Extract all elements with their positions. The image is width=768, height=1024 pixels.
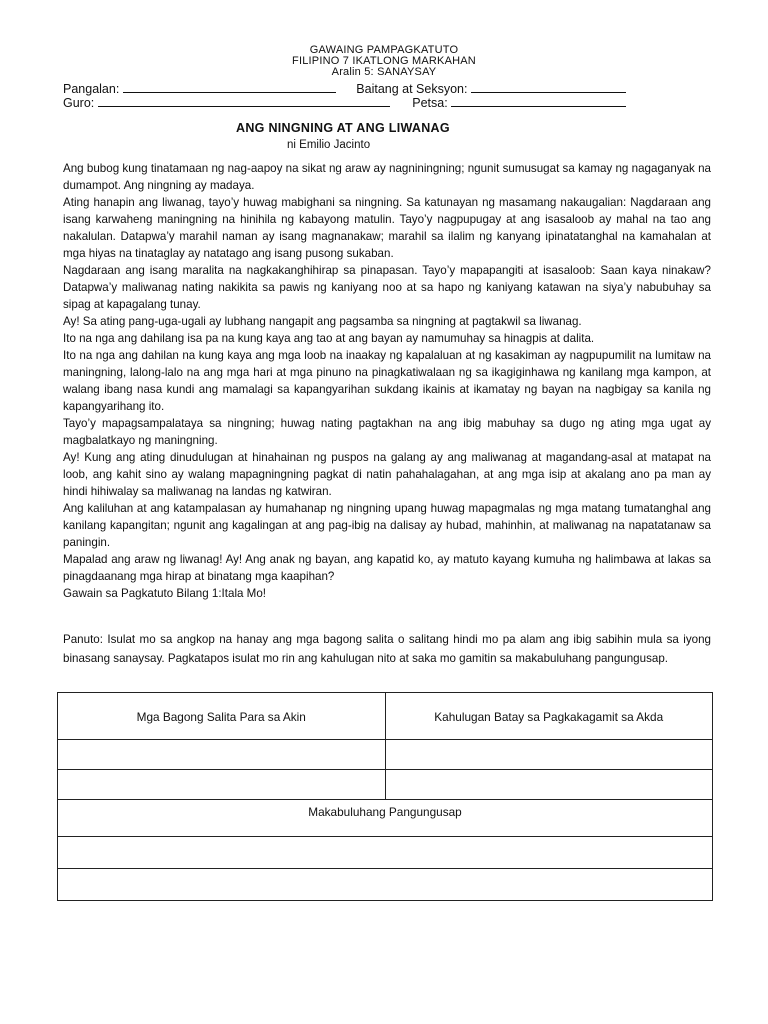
sentence-cell[interactable]	[58, 869, 713, 901]
essay-paragraph: Ito na nga ang dahilan na kung kaya ang mga loob na inaakay ng kapalaluan at ng kasakiman ay nagpupumilit na lumitaw na maningning, lalong-lalo na ang mga hari at mga pinuno na pinagkatiwalaan ng sa ikagiginhawa ng kanilang mga kampon, at walang ibang nasa kundi ang mamalagi sa kapangyarihan sukdang ikainis at ikamatay ng bayan na nagbigay sa kanila ng kapangyarihang ito.	[63, 349, 711, 413]
essay-paragraph: Ang bubog kung tinatamaan ng nag-aapoy na sikat ng araw ay nagniningning; ngunit sumusugat sa kamay ng nagaganyak na dumampot. Ang ningning ay madaya.	[63, 162, 711, 192]
header-lesson: Aralin 5: SANAYSAY	[331, 66, 437, 78]
name-grade-line	[63, 82, 626, 96]
new-word-cell[interactable]	[58, 740, 386, 770]
pangalan-label: Pangalan:	[63, 82, 120, 96]
essay-paragraph: Mapalad ang araw ng liwanag! Ay! Ang anak ng bayan, ang kapatid ko, ay matuto kayang kumuha ng halimbawa at lakas sa pinagdaanang mga hirap at binatang mga kaapihan?	[63, 553, 711, 583]
meaning-cell[interactable]	[385, 770, 713, 800]
meaning-cell[interactable]	[385, 740, 713, 770]
table-row	[58, 770, 713, 800]
essay-paragraph: Ay! Kung ang ating dinudulugan at hinahainan ng puspos na galang ay ang maliwanag at magandang-asal at matapat na loob, ang kahit sino ay walang mapagningning pagkat di natin pahahalagahan, at ang mga isip at akalang ano pa man ay hindi hihiwalay sa maliwanag na landas ng katwiran.	[63, 451, 711, 498]
new-words-column-header: Mga Bagong Salita Para sa Akin	[58, 693, 386, 740]
guro-field[interactable]	[98, 96, 390, 107]
essay-paragraph: Ating hanapin ang liwanag, tayo’y huwag mabighani sa ningning. Sa katunayan ng masamang nakaugalian: Nagdaraan ang isang karwaheng maningning na hinihila ng kabayong matulin. Tayo’y nagpupugay at ang isasaloob ay mahal na tao ang nakalulan. Datapwa’y marahil naman ay isang magnanakaw; marahil sa ilalim ng kanyang ipinatatanghal na kamahalan at mga hiyas na tinataglay ay natatago ang isang pusong sukaban.	[63, 196, 711, 260]
guro-label: Guro:	[63, 96, 95, 110]
sentence-cell[interactable]	[58, 837, 713, 869]
essay-paragraph: Ito na nga ang dahilang isa pa na kung kaya ang tao at ang bayan ay namumuhay sa hinagpis at dalita.	[63, 332, 595, 345]
sentence-header-row	[58, 800, 713, 837]
baitang-label: Baitang at Seksyon:	[356, 82, 468, 96]
header-subject-quarter: FILIPINO 7 IKATLONG MARKAHAN	[292, 55, 476, 67]
petsa-field[interactable]	[451, 96, 626, 107]
meaning-column-header: Kahulugan Batay sa Pagkakagamit sa Akda	[385, 693, 713, 740]
essay-body	[63, 160, 711, 602]
baitang-field[interactable]	[471, 82, 626, 93]
petsa-label: Petsa:	[412, 96, 448, 110]
teacher-date-line	[63, 96, 626, 110]
table-row	[58, 837, 713, 869]
header-activity-title: GAWAING PAMPAGKATUTO	[309, 44, 459, 56]
essay-paragraph: Ay! Sa ating pang-uga-ugali ay lubhang nangapit ang pagsamba sa ningning at pagtakwil sa liwanag.	[63, 315, 582, 328]
essay-title: ANG NINGNING AT ANG LIWANAG	[236, 121, 450, 135]
instructions-text: Panuto: Isulat mo sa angkop na hanay ang mga bagong salita o salitang hindi mo pa alam ang ibig sabihin mula sa iyong binasang sanaysay. Pagkatapos isulat mo rin ang kahulugan nito at saka mo gamitin sa makabuluhang pangungusap.	[63, 633, 711, 665]
essay-paragraph: Nagdaraan ang isang maralita na nagkakanghihirap sa pinapasan. Tayo’y mapapangiti at isasaloob: Saan kaya ninakaw? Datapwa’y maliwanag nating nakikita sa pawis ng kaniyang noo at sa hapo ng kaniyang katawan na siya’y nabubuhay sa sipag at kapagalang tunay.	[63, 264, 711, 311]
sentence-column-header: Makabuluhang Pangungusap	[58, 800, 713, 837]
essay-paragraph: Tayo’y mapagsampalataya sa ningning; huwag nating pagtakhan na ang ibig mabuhay sa dugo ng ating mga ugat ay magbalatkayo ng maningning.	[63, 417, 711, 447]
activity-heading: Gawain sa Pagkatuto Bilang 1:Itala Mo!	[63, 587, 267, 600]
new-word-cell[interactable]	[58, 770, 386, 800]
table-header-row	[58, 693, 713, 740]
essay-author: ni Emilio Jacinto	[287, 139, 371, 151]
table-row	[58, 869, 713, 901]
essay-paragraph: Ang kaliluhan at ang katampalasan ay humahanap ng ningning upang huwag mapagmalas ng mga matang tumatanghal ang kanilang kapangitan; ngunit ang kagalingan at ang pag-ibig na dalisay ay hubad, mahinhin, at maliwanag na napatatanaw sa paningin.	[63, 502, 711, 549]
table-row	[58, 740, 713, 770]
pangalan-field[interactable]	[123, 82, 336, 93]
worksheet-header	[0, 45, 768, 78]
vocabulary-table	[57, 692, 713, 901]
